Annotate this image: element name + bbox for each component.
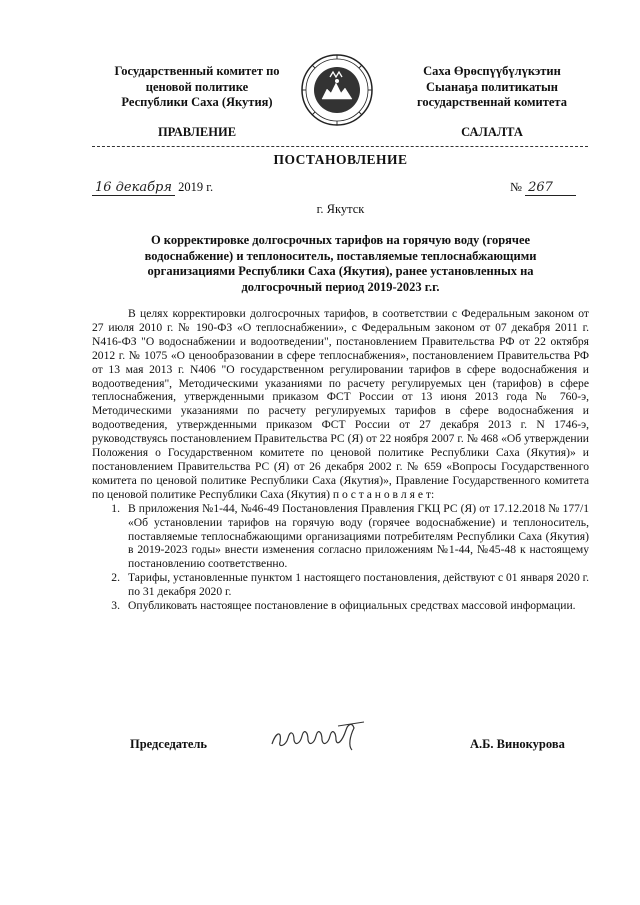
header-left-line-1: Государственный комитет по [114,64,280,78]
list-item-text: Опубликовать настоящее постановление в официальных средствах массовой информации. [128,599,576,613]
title-line-2: водоснабжение) и теплоноситель, поставляемые теплоснабжающими [144,248,537,263]
handwritten-signature [268,716,368,756]
number-prefix: № [510,180,522,194]
document-body [92,307,589,613]
list-item-2 [92,571,589,599]
emblem-icon [300,53,374,127]
signature-scribble-icon [268,716,368,756]
header-right-subtitle: САЛАЛТА [461,125,523,139]
date-year: 2019 г. [178,180,214,194]
document-title [92,233,589,295]
header-left-org [92,64,302,111]
list-item-number: 3. [111,599,120,613]
list-item-text: В приложения №1-44, №46-49 Постановления Правления ГКЦ РС (Я) от 17.12.2018 № 177/1 «Об установлении тарифов на горячую воду (горячее водоснабжение) и теплоноситель, поставляемые теплоснабжающими организациями потребителям Республики Саха (Якутия) в 2019-2023 годы» внести изменения согласно приложениям №1-44, №45-48 к настоящему постановлению соответственно. [128,501,589,571]
document-number [510,180,576,196]
list-item-number: 2. [111,571,120,585]
title-line-4: долгосрочный период 2019-2023 г.г. [241,279,440,294]
list-item-text: Тарифы, установленные пунктом 1 настоящего постановления, действуют с 01 января 2020 г. по 31 декабря 2020 г. [128,571,589,599]
doc-type-title: ПОСТАНОВЛЕНИЕ [273,152,408,167]
title-line-3: организациями Республики Саха (Якутия), ранее установленных на [147,264,534,278]
header-right-line-2: Сыанаҕа политикатын [426,79,558,94]
signatory-name: А.Б. Винокурова [470,737,565,751]
header-right-org [392,64,592,111]
title-line-1: О корректировке долгосрочных тарифов на горячую воду (горячее [150,233,531,247]
header-left-line-2: ценовой политике [145,79,249,94]
header-right-line-3: государственнай комитета [417,95,567,109]
list-item-3 [92,599,589,613]
handwritten-number: 267 [525,180,576,196]
handwritten-date: 16 декабря [92,180,175,196]
header-right-line-1: Саха Өрөспүүбүлүкэтин [423,64,561,78]
signature-position: Председатель [130,737,208,751]
city-label: г. Якутск [316,202,365,216]
coat-of-arms-emblem [300,53,374,127]
document-date [92,180,213,195]
header-divider [92,146,588,147]
header-left-subtitle: ПРАВЛЕНИЕ [157,125,237,139]
list-item-number: 1. [111,501,120,515]
preamble-paragraph: В целях корректировки долгосрочных тарифов, в соответствии с Федеральным законом от 27 июля 2010 г. № 190-ФЗ «О теплоснабжении», с Федеральным законом от 07 декабря 2011 г. N416-ФЗ "О водоснабжении и водоотведении", постановлением Правительства РФ от 22 октября 2012 г. № 1075 «О ценообразовании в сфере теплоснабжения», постановлением Правительства РФ от 13 мая 2013 г. N406 "О государственном регулировании тарифов в сфере водоснабжения и водоотведения", Методическими указаниями по расчету регулируемых цен (тарифов) в сфере теплоснабжения, утвержденными приказом ФСТ России от 13 июня 2013 года № 760-э, Методическими указаниями по расчету регулируемых тарифов в сфере водоснабжения и водоотведения, утвержденными приказом ФСТ России от 27 декабря 2013 г. N 1746-э, руководствуясь постановлением Правительства РС (Я) от 22 ноября 2007 г. № 468 «Об утверждении Положения о Государственном комитете по ценовой политике Республики Саха (Якутия)» и постановлением Правительства РС (Я) от 26 декабря 2002 г. № 659 «Вопросы Государственного комитета по ценовой политике Республики Саха (Якутия)», Правление Государственного комитета по ценовой политике Республики Саха (Якутия) п о с т а н о в л я е т: [92,307,589,501]
list-item-1 [92,502,589,572]
header-left-line-3: Республики Саха (Якутия) [121,95,273,109]
